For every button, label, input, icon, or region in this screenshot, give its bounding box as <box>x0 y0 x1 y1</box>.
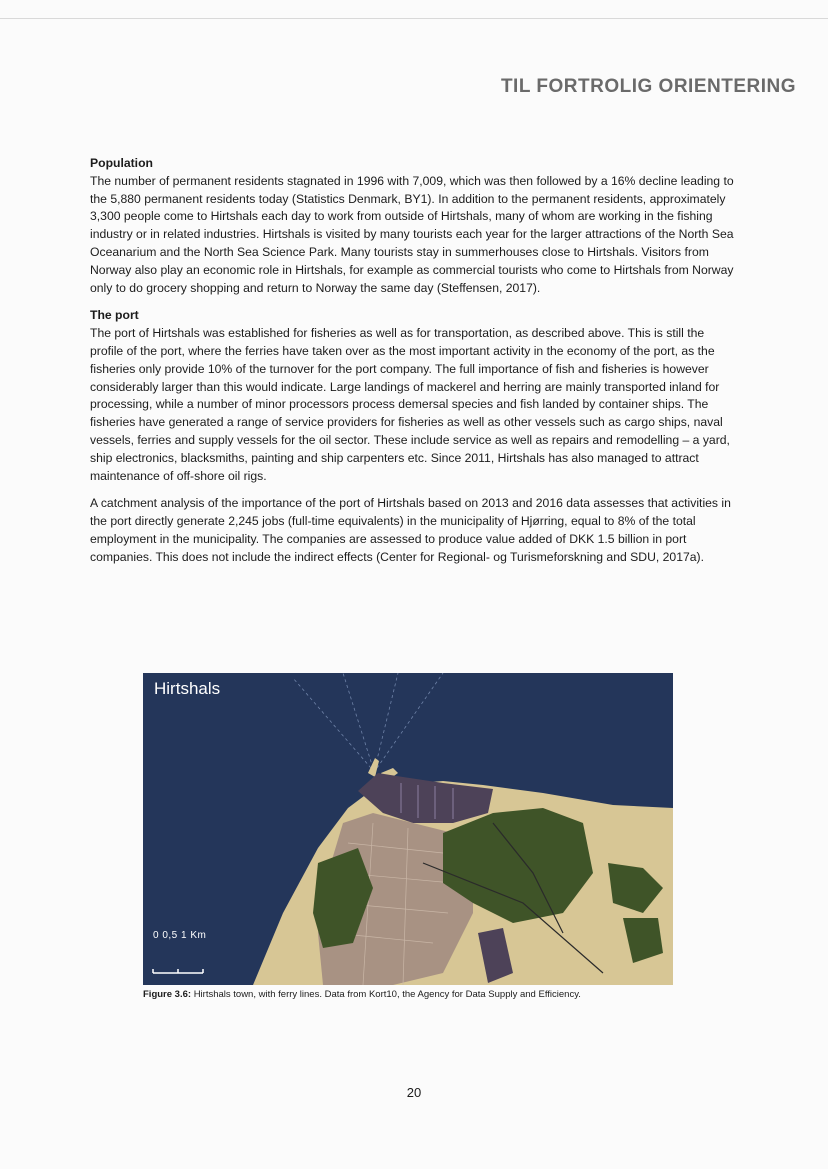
paragraph-port: The port of Hirtshals was established for fisheries as well as for transportation, as described above. This is still the profile of the port, where the ferries have taken over as the most important activity in the economy of the port, as the fisheries only provide 10% of the turnover for the port company. The full importance of fish and fisheries is however considerably larger than this would indicate. Large landings of mackerel and herring are mainly transported inland for processing, while a number of minor processors process demersal species and fish landed by container ships. The fisheries have generated a range of service providers for fisheries as well as other vessels such as cargo ships, naval vessels, ferries and supply vessels for the oil sector. These include service as well as repairs and remodelling – a yard, ship electronics, blacksmiths, painting and ship carpenters etc. Since 2011, Hirtshals has also managed to attract maintenance of off-shore oil rigs. <box>90 326 730 483</box>
figure-caption <box>143 989 683 1000</box>
section-heading-population: Population <box>90 156 153 170</box>
paragraph-population: The number of permanent residents stagnated in 1996 with 7,009, which was then followed by a 16% decline leading to the 5,880 permanent residents today (Statistics Denmark, BY1). In addition to the permanent residents, approximately 3,300 people come to Hirtshals each day to work from outside of Hirtshals, many of whom are working in the fishing industry or in related industries. Hirtshals is visited by many tourists each year for the larger attractions of the North Sea Oceanarium and the North Sea Science Park. Many tourists stay in summerhouses close to Hirtshals. Visitors from Norway also play an economic role in Hirtshals, for example as commercial tourists who come to Hirtshals from Norway only to do grocery shopping and return to Norway the same day (Steffensen, 2017). <box>90 173 734 295</box>
map-graphic <box>143 673 673 985</box>
paragraph-catchment: A catchment analysis of the importance of the port of Hirtshals based on 2013 and 2016 data assesses that activities in the port directly generate 2,245 jobs (full-time equivalents) in the municipality of Hjørring, equal to 8% of the total employment in the municipality. The companies are assessed to produce value added of DKK 1.5 billion in port companies. This does not include the indirect effects (Center for Regional- og Turismeforskning and SDU, 2017a). <box>90 496 731 564</box>
classification-stamp: TIL FORTROLIG ORIENTERING <box>500 76 796 97</box>
caption-label: Figure 3.6: <box>143 989 192 1000</box>
section-heading-port: The port <box>90 308 139 323</box>
header-rule <box>0 18 828 19</box>
hirtshals-map <box>143 673 673 985</box>
page-number: 20 <box>406 1085 422 1100</box>
body-text <box>90 155 740 577</box>
caption-text: Hirtshals town, with ferry lines. Data from Kort10, the Agency for Data Supply and Efficiency. <box>193 989 581 1000</box>
map-title: Hirtshals <box>154 679 221 698</box>
scale-label: 0 0,5 1 Km <box>153 930 207 941</box>
